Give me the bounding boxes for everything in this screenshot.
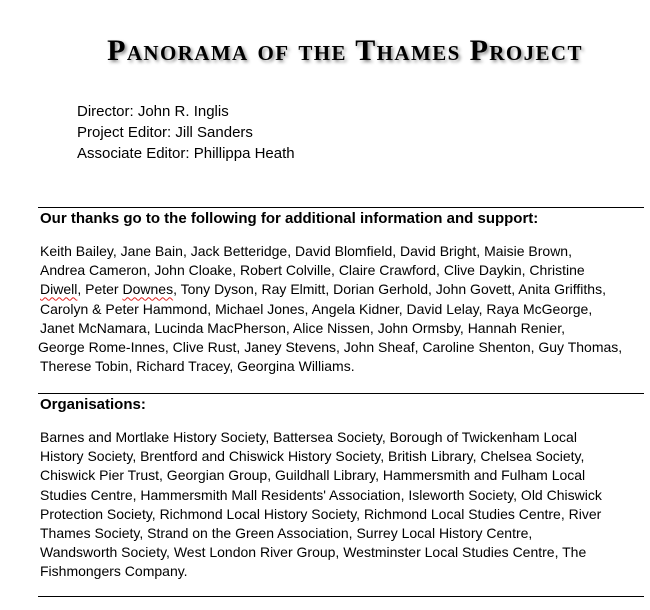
- organisations-line: Fishmongers Company.: [40, 563, 188, 580]
- thanks-line: [40, 280, 622, 299]
- organisations-line: Studies Centre, Hammersmith Mall Residents' Association, Isleworth Society, Old Chiswick: [40, 486, 602, 503]
- divider: [38, 596, 644, 597]
- organisations-heading: Organisations:: [40, 396, 146, 413]
- organisations-line: Barnes and Mortlake History Society, Battersea Society, Borough of Twickenham Local: [40, 429, 577, 445]
- thanks-line-fragment: , Tony Dyson, Ray Elmitt, Dorian Gerhold, John Govett, Anita Griffiths,: [173, 281, 606, 298]
- credit-project-editor: Project Editor: Jill Sanders: [77, 124, 253, 141]
- divider: [38, 393, 644, 394]
- credit-associate-editor: Associate Editor: Phillippa Heath: [77, 145, 295, 162]
- project-credits: [77, 101, 295, 164]
- organisations-line: History Society, Brentford and Chiswick History Society, British Library, Chelsea Society,: [40, 448, 585, 465]
- spellcheck-flagged-word: Downes: [122, 281, 174, 298]
- organisations-list: [40, 428, 602, 582]
- credit-director: Director: John R. Inglis: [77, 103, 229, 120]
- thanks-line: Therese Tobin, Richard Tracey, Georgina Williams.: [40, 358, 355, 375]
- divider: [38, 207, 644, 208]
- page-title: Panorama of the Thames Project: [107, 34, 583, 67]
- thanks-heading: Our thanks go to the following for additional information and support:: [40, 210, 539, 227]
- thanks-line: Janet McNamara, Lucinda MacPherson, Alice Nissen, John Ormsby, Hannah Renier,: [40, 319, 565, 336]
- thanks-line-fragment: , Peter: [77, 281, 123, 298]
- organisations-line: Thames Society, Strand on the Green Association, Surrey Local History Centre,: [40, 525, 533, 542]
- thanks-line: Andrea Cameron, John Cloake, Robert Colville, Claire Crawford, Clive Daykin, Christine: [40, 262, 585, 279]
- thanks-line: Keith Bailey, Jane Bain, Jack Betteridge, David Blomfield, David Bright, Maisie Brown,: [40, 243, 572, 259]
- organisations-line: Chiswick Pier Trust, Georgian Group, Guildhall Library, Hammersmith and Fulham Local: [40, 467, 586, 484]
- thanks-line: Carolyn & Peter Hammond, Michael Jones, Angela Kidner, David Lelay, Raya McGeorge,: [40, 300, 593, 317]
- spellcheck-flagged-word: Diwell: [40, 281, 78, 298]
- thanks-list: [40, 242, 622, 376]
- thanks-line: George Rome-Innes, Clive Rust, Janey Stevens, John Sheaf, Caroline Shenton, Guy Thomas,: [38, 339, 623, 356]
- organisations-line: Protection Society, Richmond Local History Society, Richmond Local Studies Centre, River: [40, 505, 602, 522]
- organisations-line: Wandsworth Society, West London River Group, Westminster Local Studies Centre, The: [40, 544, 587, 561]
